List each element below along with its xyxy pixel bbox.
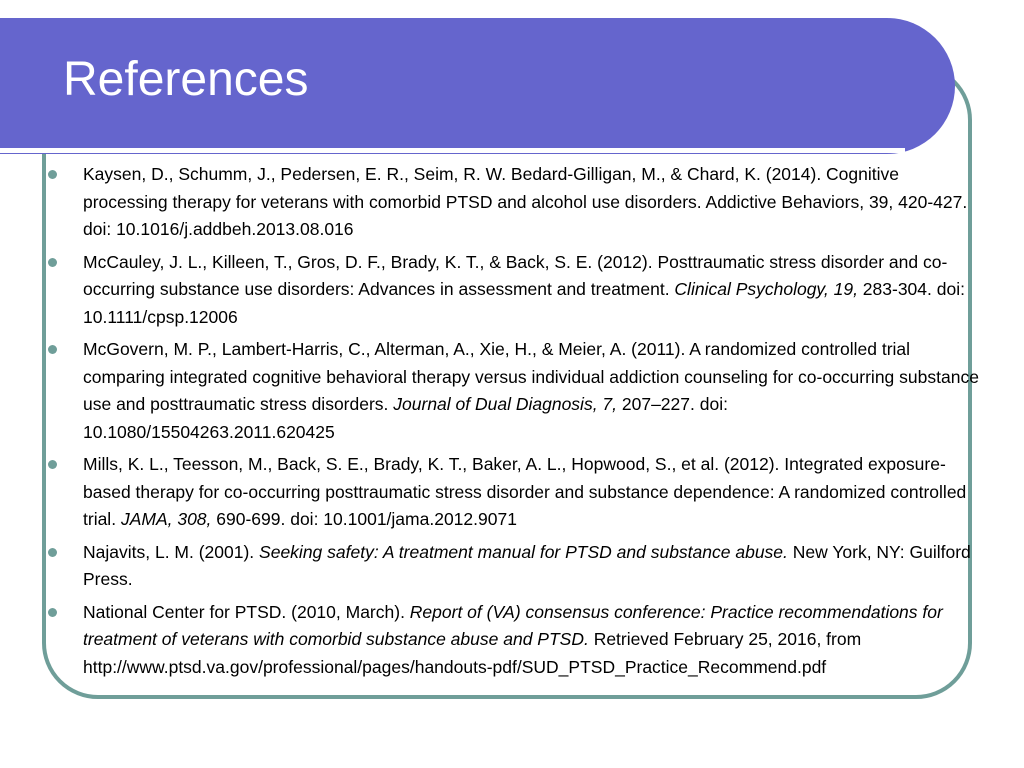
reference-source: Journal of Dual Diagnosis, 7, xyxy=(393,394,618,414)
reference-text: National Center for PTSD. (2010, March). xyxy=(83,601,410,622)
reference-text: Najavits, L. M. (2001). xyxy=(83,541,260,562)
reference-source: Clinical Psychology, 19, xyxy=(674,279,858,299)
reference-item xyxy=(48,161,983,244)
reference-text-end: 283-304. doi: 10.1111/cpsp.12006 xyxy=(83,279,965,327)
bullet-icon xyxy=(48,258,57,267)
reference-text: McGovern, M. P., Lambert-Harris, C., Alterman, A., Xie, H., & Meier, A. (2011). A randomized controlled trial comparing integrated cognitive behavioral therapy versus individual addiction counseling for co-occurring substance use and posttraumatic stress disorders. xyxy=(83,339,979,414)
reference-source: JAMA, 308, xyxy=(120,509,212,529)
reference-text-end: 207–227. doi: 10.1080/15504263.2011.620425 xyxy=(83,394,728,442)
bullet-icon xyxy=(48,548,57,557)
bullet-icon xyxy=(48,460,57,469)
reference-text: Mills, K. L., Teesson, M., Back, S. E., Brady, K. T., Baker, A. L., Hopwood, S., et al. (2012). Integrated exposure-based therapy for co-occurring posttraumatic stress disorder and substance dependence: A randomized controlled trial. xyxy=(83,454,967,529)
slide-title: References xyxy=(63,53,309,106)
reference-item xyxy=(48,451,983,534)
reference-text: McCauley, J. L., Killeen, T., Gros, D. F., Brady, K. T., & Back, S. E. (2012). Posttraumatic stress disorder and co-occurring substance use disorders: Advances in assessment and treatment. xyxy=(83,251,948,299)
reference-source: Seeking safety: A treatment manual for PTSD and substance abuse. xyxy=(259,541,788,562)
bullet-icon xyxy=(48,345,57,354)
reference-item xyxy=(48,249,983,332)
title-underline xyxy=(0,148,905,153)
reference-source: Report of (VA) consensus conference: Practice recommendations for treatment of veterans with comorbid substance abuse and PTSD. xyxy=(83,601,943,649)
reference-text-end: Retrieved February 25, 2016, from http://www.ptsd.va.gov/professional/pages/handouts-pdf/SUD_PTSD_Practice_Recommend.pdf xyxy=(83,629,862,677)
reference-text-end: New York, NY: Guilford Press. xyxy=(83,541,971,589)
reference-text: Kaysen, D., Schumm, J., Pedersen, E. R., Seim, R. W. Bedard-Gilligan, M., & Chard, K. (2014). Cognitive processing therapy for veterans with comorbid PTSD and alcohol use disorders. Addictive Behaviors, 39, 420-427. doi: 10.1016/j.addbeh.2013.08.016 xyxy=(83,164,968,239)
reference-item xyxy=(48,599,983,682)
reference-item xyxy=(48,539,983,594)
reference-item xyxy=(48,336,983,446)
reference-list xyxy=(48,161,983,686)
reference-text-end: 690-699. doi: 10.1001/jama.2012.9071 xyxy=(211,509,517,529)
bullet-icon xyxy=(48,608,57,617)
bullet-icon xyxy=(48,170,57,179)
